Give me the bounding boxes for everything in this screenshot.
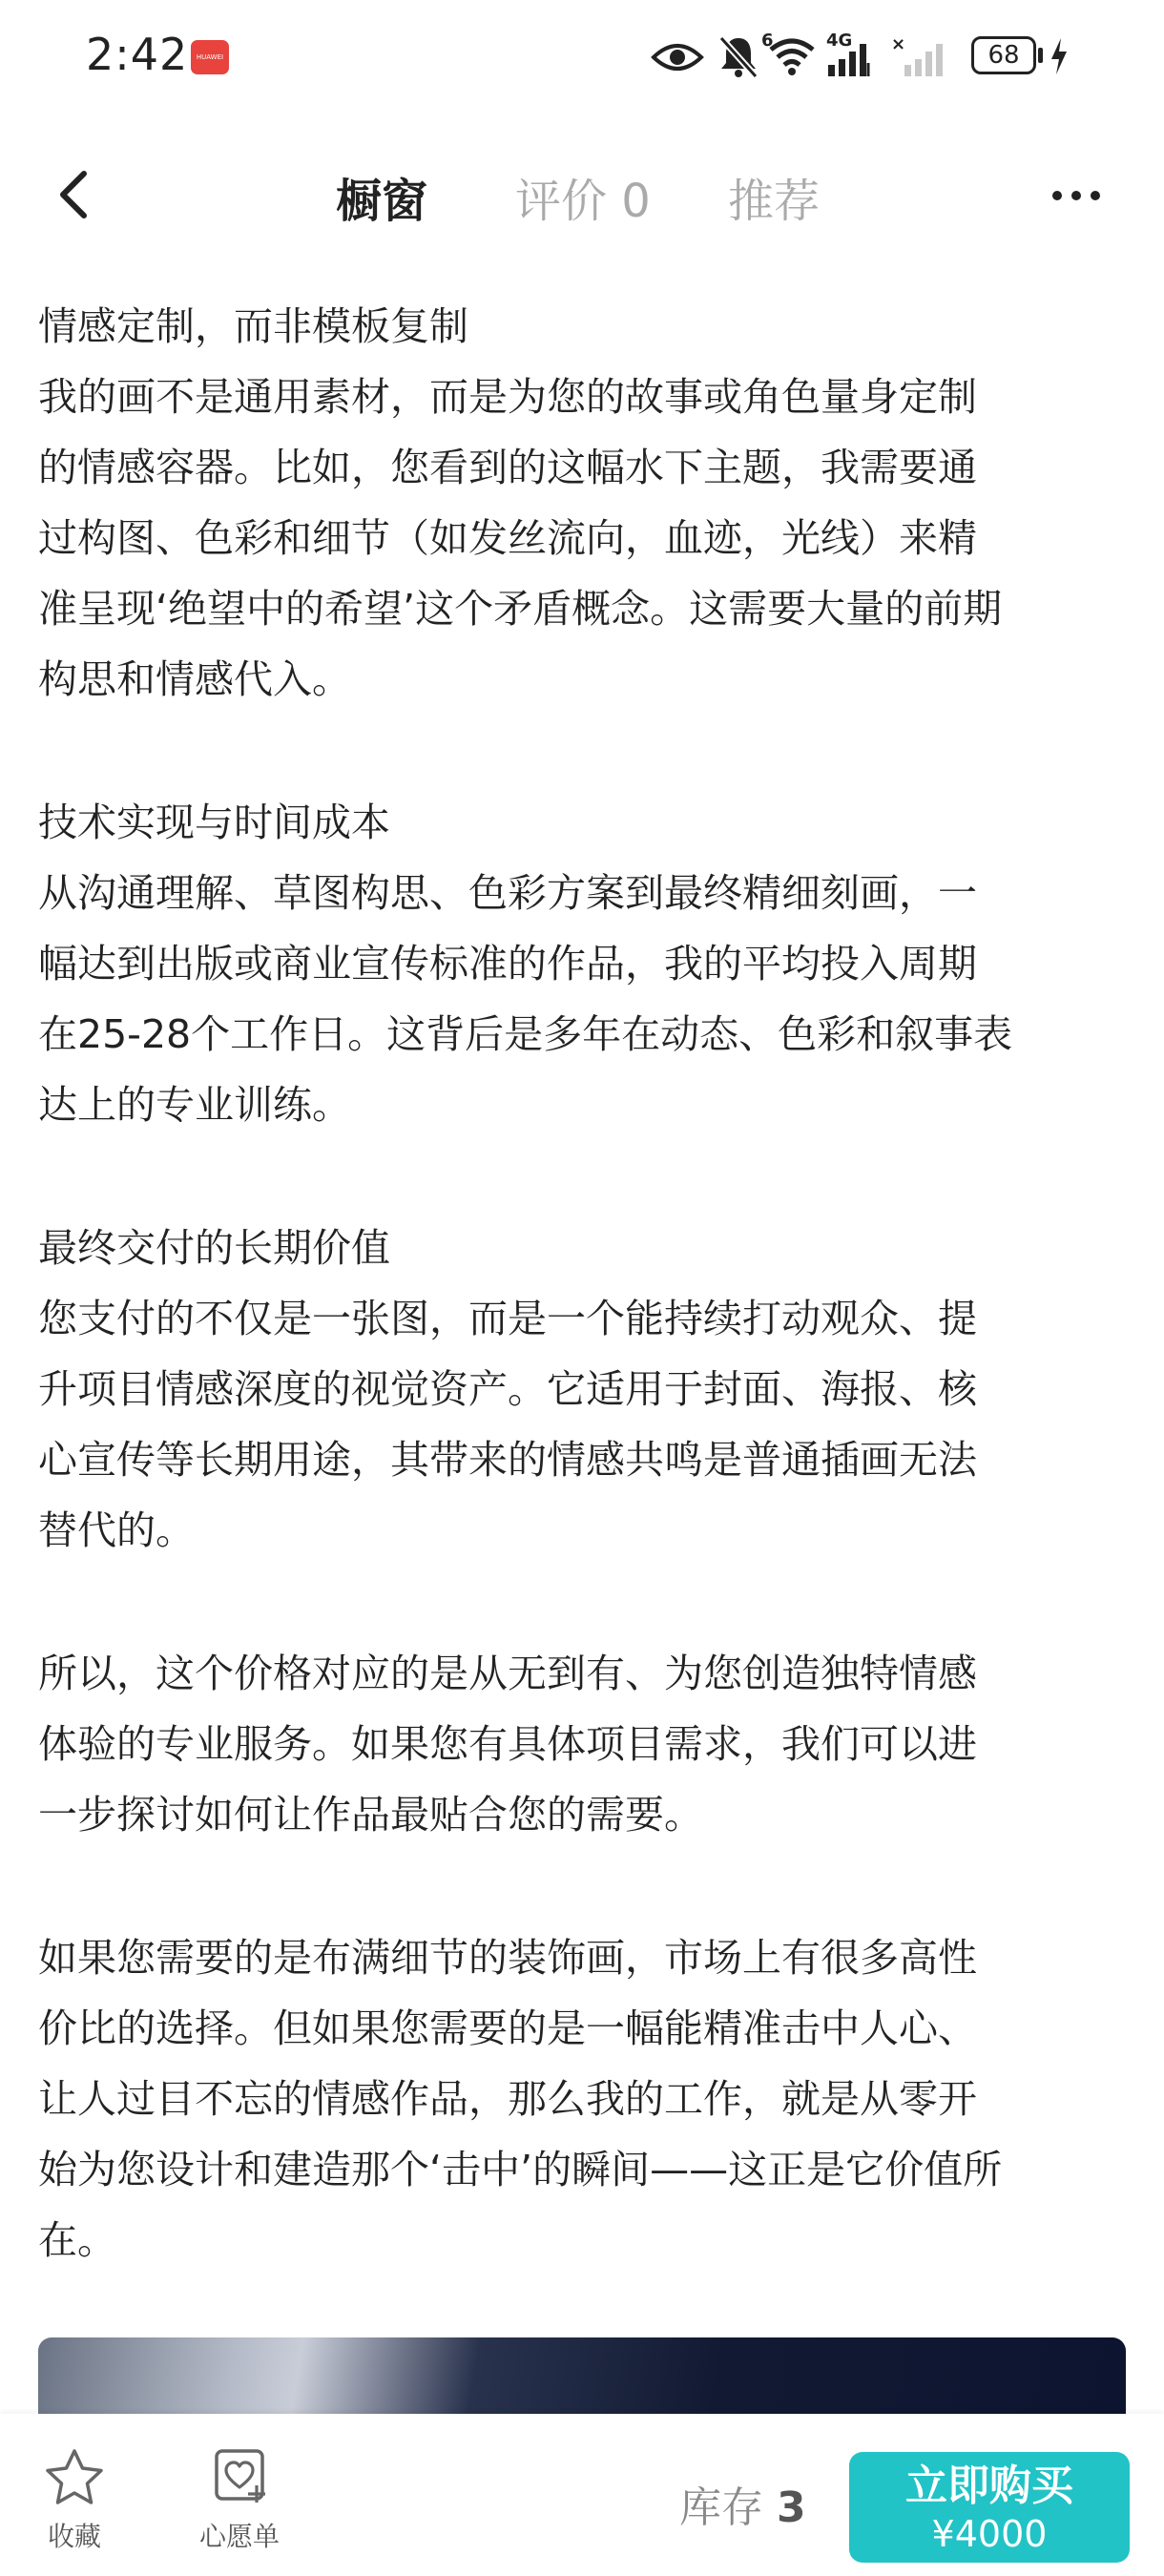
text-line: 准呈现‘绝望中的希望’这个矛盾概念。这需要大量的前期 — [38, 586, 1003, 632]
buy-now-button[interactable] — [849, 2452, 1130, 2563]
favorite-label: 收藏 — [47, 2521, 101, 2552]
text-line: 情感定制，而非模板复制 — [38, 303, 468, 349]
battery-icon: 68 — [971, 36, 1036, 74]
text-line: 所以，这个价格对应的是从无到有、为您创造独特情感 — [38, 1651, 977, 1696]
wishlist-button[interactable] — [187, 2447, 292, 2554]
text-line: 在25-28个工作日。这背后是多年在动态、色彩和叙事表 — [38, 1011, 1013, 1057]
paragraph — [38, 1922, 1135, 2275]
text-line: 如果您需要的是布满细节的装饰画，市场上有很多高性 — [38, 1935, 977, 1981]
text-line: 让人过目不忘的情感作品，那么我的工作，就是从零开 — [38, 2076, 977, 2122]
text-line: 达上的专业训练。 — [38, 1082, 351, 1128]
text-line: 始为您设计和建造那个‘击中’的瞬间——这正是它价值所 — [38, 2147, 1003, 2192]
star-icon — [43, 2447, 106, 2506]
net-6-label: 6 — [761, 31, 774, 51]
wishlist-label: 心愿单 — [198, 2521, 280, 2552]
stock-label: 库存 — [679, 2483, 763, 2532]
buy-now-price: ¥4000 — [931, 2513, 1048, 2555]
tab-recommend[interactable]: 推荐 — [728, 175, 821, 228]
text-line: 幅达到出版或商业宣传标准的作品，我的平均投入周期 — [38, 941, 977, 987]
status-bar — [0, 0, 1164, 114]
tab-showcase[interactable]: 橱窗 — [336, 175, 428, 228]
text-line: 一步探讨如何让作品最贴合您的需要。 — [38, 1792, 703, 1838]
text-line: 升项目情感深度的视觉资产。它适用于封面、海报、核 — [38, 1366, 977, 1412]
battery-tip — [1038, 48, 1043, 63]
text-line: 构思和情感代入。 — [38, 656, 351, 702]
more-dots-icon — [1048, 172, 1105, 219]
signal-icon — [891, 34, 952, 76]
eye-icon — [651, 40, 704, 74]
paragraph — [38, 1213, 1135, 1566]
paragraph — [38, 291, 1135, 715]
wifi-icon — [769, 38, 815, 76]
text-line: 心宣传等长期用途，其带来的情感共鸣是普通插画无法 — [38, 1437, 977, 1483]
product-description — [38, 291, 1135, 2348]
text-line: 从沟通理解、草图构思、色彩方案到最终精细刻画，一 — [38, 870, 977, 916]
text-line: 体验的专业服务。如果您有具体项目需求，我们可以进 — [38, 1721, 977, 1767]
text-line: 我的画不是通用素材，而是为您的故事或角色量身定制 — [38, 374, 977, 420]
text-line: 替代的。 — [38, 1507, 195, 1553]
paragraph — [38, 1638, 1135, 1850]
charging-icon — [1048, 36, 1070, 76]
back-button[interactable] — [48, 166, 105, 223]
bottom-action-bar — [0, 2414, 1164, 2576]
text-line: 您支付的不仅是一张图，而是一个能持续打动观众、提 — [38, 1296, 977, 1341]
net-4g-label: 4G — [826, 31, 853, 51]
chevron-left-icon — [48, 166, 105, 223]
tab-reviews[interactable]: 评价 0 — [515, 175, 651, 228]
signal-icon — [826, 42, 874, 76]
buy-now-label: 立即购买 — [905, 2462, 1073, 2510]
text-line: 过构图、色彩和细节（如发丝流向，血迹，光线）来精 — [38, 515, 977, 561]
brand-badge: HUAWEI — [191, 40, 229, 74]
text-line: 价比的选择。但如果您需要的是一幅能精准击中人心、 — [38, 2005, 977, 2051]
favorite-button[interactable] — [36, 2447, 113, 2554]
text-line: 最终交付的长期价值 — [38, 1225, 390, 1271]
bell-off-icon — [717, 34, 759, 80]
top-nav — [0, 143, 1164, 248]
heart-plus-icon — [209, 2447, 270, 2506]
text-line: 技术实现与时间成本 — [38, 800, 390, 845]
paragraph — [38, 787, 1135, 1140]
svg-text:×: × — [891, 34, 906, 54]
stock-value: 3 — [777, 2483, 806, 2532]
stock-indicator — [679, 2473, 806, 2534]
more-button[interactable] — [1048, 172, 1105, 219]
text-line: 在。 — [38, 2217, 116, 2263]
text-line: 的情感容器。比如，您看到的这幅水下主题，我需要通 — [38, 445, 977, 490]
status-time: 2:42 — [86, 29, 189, 80]
